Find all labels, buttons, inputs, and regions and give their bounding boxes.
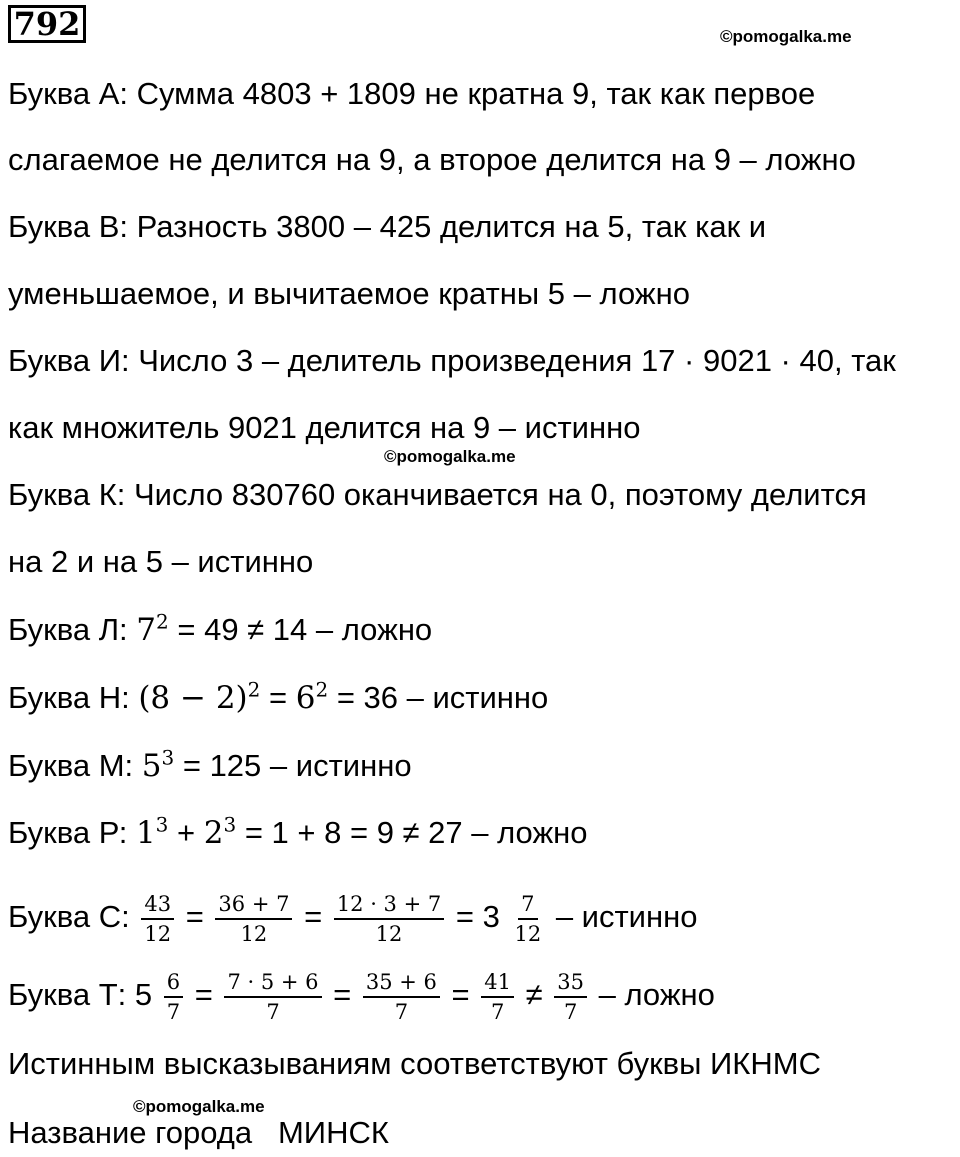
equals-sign: =	[451, 977, 470, 1013]
letter-t-fraction-3	[363, 970, 440, 1024]
equals-sign: =	[185, 899, 204, 935]
line-letter-s	[8, 892, 697, 946]
letter-r-plus: +	[168, 815, 204, 850]
line-letter-t	[8, 970, 715, 1024]
letter-t-label: Буква Т: 5	[8, 977, 153, 1013]
fraction-numerator: 6	[164, 970, 183, 998]
line-letter-k-1: Буква К: Число 830760 оканчивается на 0, поэтому делится	[8, 477, 867, 512]
line-letter-i-2: как множитель 9021 делится на 9 – истинно	[8, 410, 641, 445]
fraction-denominator: 12	[144, 922, 172, 946]
equals-sign: =	[304, 899, 323, 935]
line-letter-i-1: Буква И: Число 3 – делитель произведения 17 · 9021 · 40, так	[8, 343, 896, 378]
letter-t-fraction-4	[481, 970, 514, 1024]
letter-m-exp: 3	[161, 745, 175, 770]
letter-m-rest: = 125 – истинно	[174, 748, 412, 783]
equals-sign: =	[194, 977, 213, 1013]
letter-r-b2: 2	[203, 815, 224, 851]
line-conclusion: Истинным высказываниям соответствуют буквы ИКНМС	[8, 1046, 821, 1081]
line-letter-a-2: слагаемое не делится на 9, а второе делится на 9 – ложно	[8, 142, 856, 177]
fraction-numerator: 43	[141, 892, 174, 920]
fraction-denominator: 7	[266, 1000, 280, 1024]
fraction-denominator: 12	[375, 922, 403, 946]
fraction-numerator: 7	[518, 892, 537, 920]
letter-r-label: Буква Р:	[8, 815, 128, 850]
line-letter-l	[8, 609, 433, 648]
letter-l-exp: 2	[156, 609, 169, 634]
letter-r-b1: 1	[135, 815, 156, 851]
fraction-denominator: 7	[490, 1000, 505, 1024]
letter-n-expr: (8 − 2)	[138, 680, 248, 716]
letter-n-mid: =	[260, 680, 296, 715]
letter-l-base: 7	[136, 612, 157, 648]
fraction-numerator: 41	[481, 970, 514, 998]
fraction-denominator: 7	[394, 1000, 409, 1024]
letter-r-e1: 3	[155, 812, 169, 837]
letter-l-label: Буква Л:	[8, 612, 128, 647]
letter-r-e2: 3	[223, 812, 237, 837]
line-city-name: Название города МИНСК	[8, 1115, 389, 1150]
letter-t-fraction-5	[554, 970, 587, 1024]
letter-n-exp1: 2	[247, 677, 261, 702]
letter-s-fraction-1	[141, 892, 174, 946]
watermark-bottom: ©pomogalka.me	[133, 1097, 265, 1116]
equals-whole: = 3	[455, 899, 500, 935]
line-letter-r	[8, 812, 588, 851]
fraction-denominator: 12	[514, 922, 542, 946]
letter-n-base2: 6	[295, 680, 316, 716]
task-number: 792	[8, 5, 86, 43]
not-equal-sign: ≠	[525, 977, 543, 1013]
fraction-numerator: 35 + 6	[363, 970, 440, 998]
fraction-numerator: 35	[554, 970, 587, 998]
line-letter-v-1: Буква В: Разность 3800 – 425 делится на 5, так как и	[8, 209, 767, 244]
letter-m-base: 5	[141, 748, 162, 784]
line-letter-m	[8, 745, 412, 784]
fraction-denominator: 7	[563, 1000, 578, 1024]
letter-s-label: Буква С:	[8, 899, 130, 935]
letter-s-rest: – истинно	[555, 899, 698, 935]
line-letter-k-2: на 2 и на 5 – истинно	[8, 544, 314, 579]
letter-s-fraction-2	[215, 892, 292, 946]
fraction-numerator: 7 · 5 + 6	[224, 970, 321, 998]
equals-sign: =	[333, 977, 352, 1013]
line-letter-n	[8, 677, 549, 716]
letter-s-fraction-4	[511, 892, 544, 946]
fraction-numerator: 12 · 3 + 7	[334, 892, 444, 920]
letter-l-rest: = 49 ≠ 14 – ложно	[168, 612, 433, 647]
letter-t-fraction-2	[224, 970, 321, 1024]
line-letter-v-2: уменьшаемое, и вычитаемое кратны 5 – ложно	[8, 276, 690, 311]
letter-t-rest: – ложно	[598, 977, 715, 1013]
letter-n-rest: = 36 – истинно	[328, 680, 549, 715]
watermark-top: ©pomogalka.me	[720, 27, 852, 46]
letter-s-fraction-3	[334, 892, 444, 946]
fraction-numerator: 36 + 7	[215, 892, 292, 920]
letter-r-rest: = 1 + 8 = 9 ≠ 27 – ложно	[236, 815, 588, 850]
fraction-denominator: 7	[166, 1000, 181, 1024]
fraction-denominator: 12	[240, 922, 268, 946]
letter-m-label: Буква М:	[8, 748, 134, 783]
letter-n-label: Буква Н:	[8, 680, 130, 715]
letter-n-exp2: 2	[315, 677, 329, 702]
line-letter-a-1: Буква А: Сумма 4803 + 1809 не кратна 9, так как первое	[8, 76, 816, 111]
letter-t-fraction-1	[164, 970, 183, 1024]
watermark-middle: ©pomogalka.me	[384, 447, 516, 466]
